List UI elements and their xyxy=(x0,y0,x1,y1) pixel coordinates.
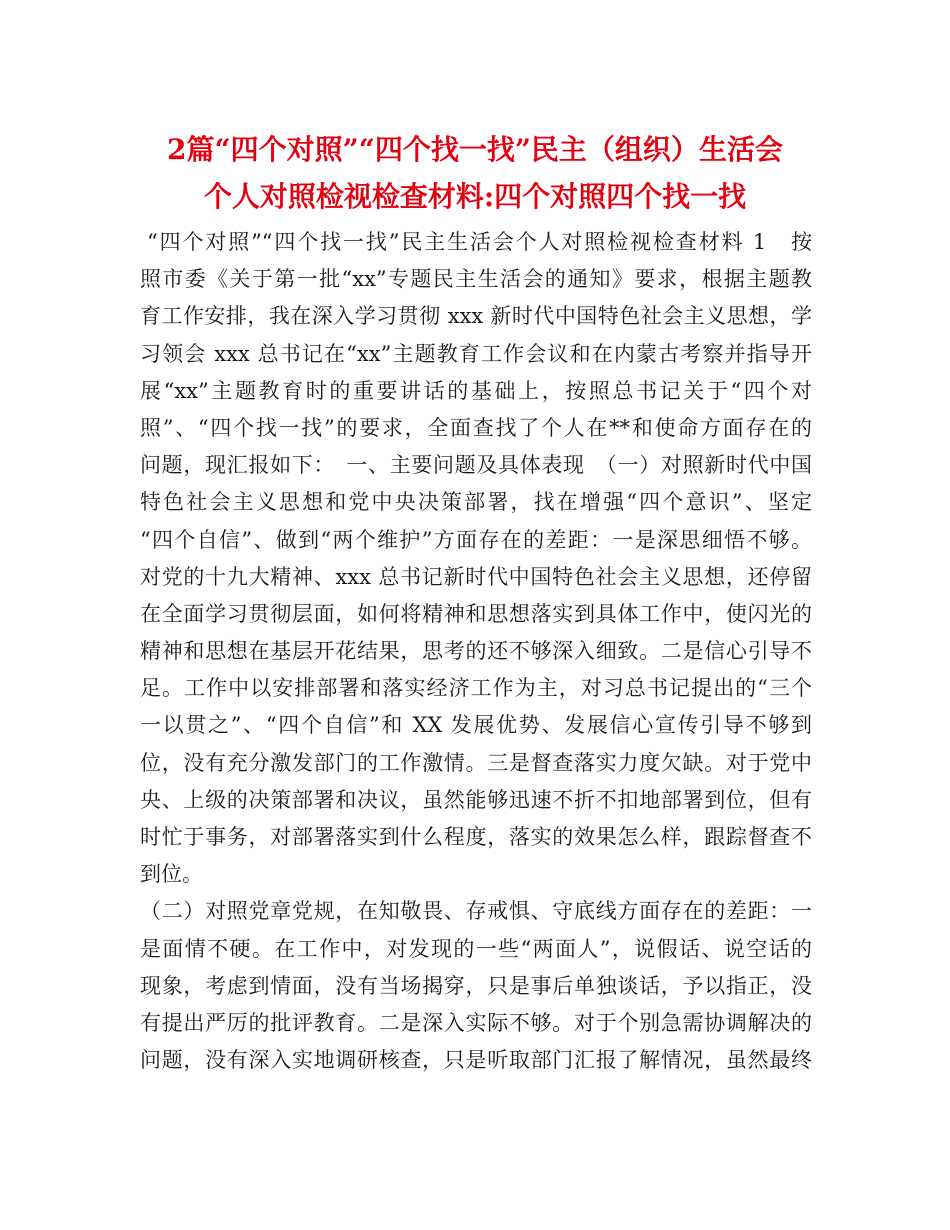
body-line: 有提出严厉的批评教育。二是深入实际不够。对于个别急需协调解决的 xyxy=(140,1010,812,1035)
body-line: 在全面学习贯彻层面，如何将精神和思想落实到具体工作中，使闪光的 xyxy=(140,601,812,626)
body-line: 一以贯之”、“四个自信”和 XX 发展优势、发展信心宣传引导不够到 xyxy=(140,713,812,738)
body-line: 特色社会主义思想和党中央决策部署，找在增强“四个意识”、坚定 xyxy=(140,490,812,515)
title-line: 2篇“四个对照”“四个找一找”民主（组织）生活会 xyxy=(167,133,783,166)
body-line: “四个对照”“四个找一找”民主生活会个人对照检视检查材料 1 按 xyxy=(147,230,812,254)
body-line: 位，没有充分激发部门的工作激情。三是督查落实力度欠缺。对于党中 xyxy=(140,750,812,775)
document-title xyxy=(100,126,850,220)
body-line: 精神和思想在基层开花结果，思考的还不够深入细致。二是信心引导不 xyxy=(140,639,812,664)
body-line: 现象，考虑到情面，没有当场揭穿，只是事后单独谈话，予以指正，没 xyxy=(140,973,812,998)
body-line: 照市委《关于第一批“xx”专题民主生活会的通知》要求，根据主题教 xyxy=(140,267,812,292)
body-line: （二）对照党章党规，在知敬畏、存戒惧、守底线方面存在的差距：一 xyxy=(140,899,812,924)
title-line: 个人对照检视检查材料:四个对照四个找一找 xyxy=(203,180,747,213)
body-line: 是面情不硬。在工作中，对发现的一些“两面人”，说假话、说空话的 xyxy=(140,936,812,961)
body-line: 时忙于事务，对部署落实到什么程度，落实的效果怎么样，跟踪督查不 xyxy=(140,825,812,849)
body-line: 育工作安排，我在深入学习贯彻 xxx 新时代中国特色社会主义思想，学 xyxy=(140,304,812,329)
body-line: 问题，没有深入实地调研核查，只是听取部门汇报了解情况，虽然最终 xyxy=(140,1048,812,1073)
body-line: “四个自信”、做到“两个维护”方面存在的差距：一是深思细悟不够。 xyxy=(140,527,812,552)
body-line: 央、上级的决策部署和决议，虽然能够迅速不折不扣地部署到位，但有 xyxy=(140,787,812,812)
body-line: 习领会 xxx 总书记在“xx”主题教育工作会议和在内蒙古考察并指导开 xyxy=(140,341,812,366)
body-line: 足。工作中以安排部署和落实经济工作为主，对习总书记提出的“三个 xyxy=(140,676,812,701)
document-body xyxy=(140,224,812,1079)
body-line: 照”、“四个找一找”的要求，全面查找了个人在**和使命方面存在的 xyxy=(140,415,812,440)
body-line: 对党的十九大精神、xxx 总书记新时代中国特色社会主义思想，还停留 xyxy=(140,564,812,589)
body-line: 问题，现汇报如下： 一、主要问题及具体表现 （一）对照新时代中国 xyxy=(140,453,812,478)
body-line: 到位。 xyxy=(140,862,203,887)
body-line: 展“xx”主题教育时的重要讲话的基础上，按照总书记关于“四个对 xyxy=(140,378,812,403)
